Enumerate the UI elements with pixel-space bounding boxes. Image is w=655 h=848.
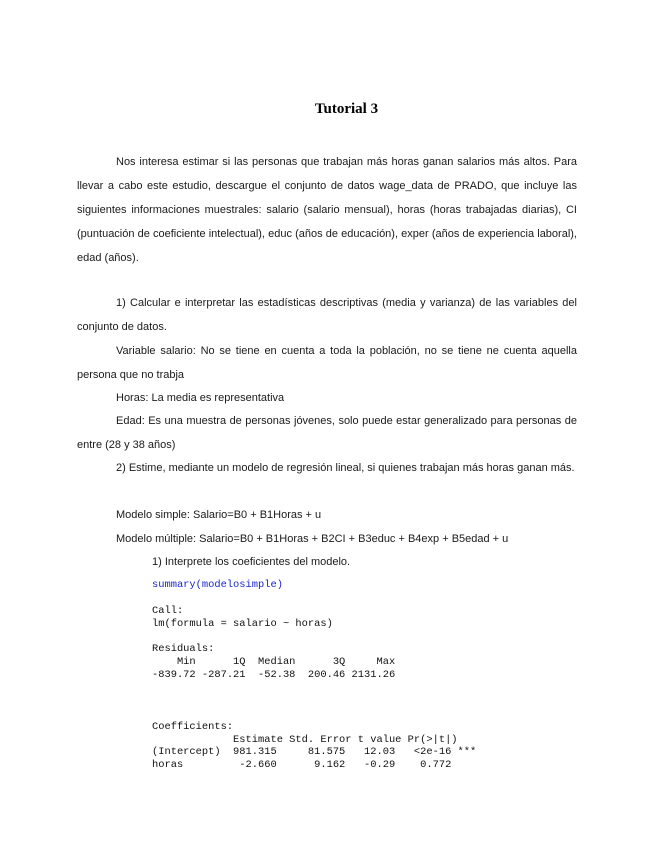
document-title: Tutorial 3 — [314, 101, 379, 117]
r-command: summary(modelosimple) — [152, 579, 283, 591]
coefficients-header: Coefficients: — [152, 721, 234, 733]
coefficients-row-intercept: (Intercept) 981.315 81.575 12.03 <2e-16 *** — [152, 746, 477, 758]
call-header: Call: — [152, 605, 184, 617]
coefficients-row-horas: horas -2.660 9.162 -0.29 0.772 — [152, 759, 452, 771]
salario-note: Variable salario: No se tiene en cuenta a toda la población, no se tiene ne cuenta aquella persona que no trabja — [77, 345, 577, 381]
simple-model: Modelo simple: Salario=B0 + B1Horas + u — [116, 509, 322, 521]
residuals-columns: Min 1Q Median 3Q Max — [152, 656, 396, 668]
residuals-values: -839.72 -287.21 -52.38 200.46 2131.26 — [152, 669, 396, 681]
residuals-header: Residuals: — [152, 643, 215, 655]
sub-question: 1) Interprete los coeficientes del modelo. — [152, 556, 351, 568]
edad-note: Edad: Es una muestra de personas jóvenes, solo puede estar generalizado para personas de entre (28 y 38 años) — [77, 415, 577, 451]
intro-paragraph: Nos interesa estimar si las personas que trabajan más horas ganan salarios más altos. Para llevar a cabo este estudio, descargue el conjunto de datos wage_data de PRADO, que incluye las siguientes informaciones muestrales: salario (salario mensual), horas (horas trabajadas diarias), CI (puntuación de coeficiente intelectual), educ (años de educación), exper (años de experiencia laboral), edad (años). — [77, 156, 577, 264]
coefficients-columns: Estimate Std. Error t value Pr(>|t|) — [152, 734, 458, 746]
question-1: 1) Calcular e interpretar las estadísticas descriptivas (media y varianza) de las variables del conjunto de datos. — [77, 297, 577, 333]
call-formula: lm(formula = salario ~ horas) — [152, 618, 333, 630]
horas-note: Horas: La media es representativa — [116, 392, 285, 404]
multiple-model: Modelo múltiple: Salario=B0 + B1Horas + B2CI + B3educ + B4exp + B5edad + u — [116, 533, 509, 545]
question-2: 2) Estime, mediante un modelo de regresión lineal, si quienes trabajan más horas ganan más. — [116, 462, 575, 474]
